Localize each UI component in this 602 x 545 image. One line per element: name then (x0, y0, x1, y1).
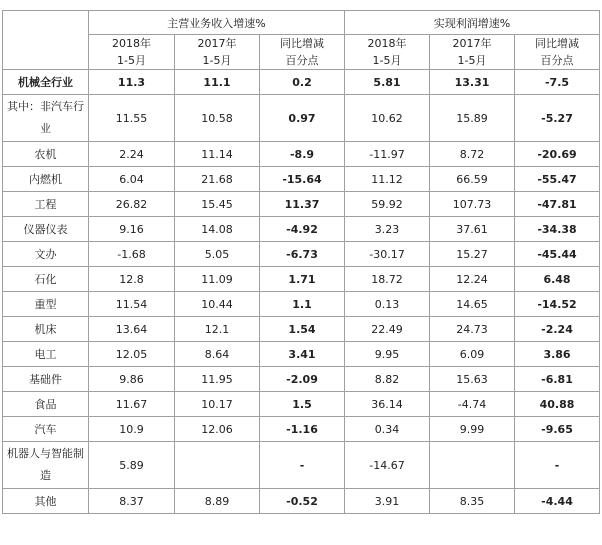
table-cell: -55.47 (515, 167, 600, 192)
table-cell: 11.09 (175, 267, 260, 292)
header-period-line2: 1-5月 (117, 54, 146, 67)
table-cell: 11.1 (175, 70, 260, 95)
table-cell: 66.59 (430, 167, 515, 192)
table-row (3, 442, 600, 489)
table-cell: 9.86 (89, 367, 175, 392)
table-cell: 15.45 (175, 192, 260, 217)
table-cell (175, 442, 260, 489)
header-period-cell (175, 35, 260, 70)
table-cell: 10.17 (175, 392, 260, 417)
table-cell: 11.67 (89, 392, 175, 417)
header-period-line1: 2018年 (367, 37, 407, 50)
table-cell: 12.8 (89, 267, 175, 292)
row-label: 机器人与智能制造 (3, 442, 89, 489)
row-label: 电工 (3, 342, 89, 367)
table-cell: -30.17 (345, 242, 430, 267)
header-period-line2: 1-5月 (372, 54, 402, 67)
header-period-cell (89, 35, 175, 70)
table-cell: 6.48 (515, 267, 600, 292)
header-group-profit: 实现利润增速% (345, 11, 600, 35)
table-cell: 3.41 (260, 342, 345, 367)
table-cell: 8.72 (430, 142, 515, 167)
table-cell: 9.16 (89, 217, 175, 242)
table-cell: 9.99 (430, 417, 515, 442)
table-cell: 10.9 (89, 417, 175, 442)
table-cell: -0.52 (260, 489, 345, 514)
header-corner-cell (3, 11, 89, 70)
row-label: 石化 (3, 267, 89, 292)
table-cell: 12.24 (430, 267, 515, 292)
table-cell: 11.12 (345, 167, 430, 192)
row-label: 内燃机 (3, 167, 89, 192)
table-cell: 21.68 (175, 167, 260, 192)
table-row (3, 392, 600, 417)
table-cell: 12.1 (175, 317, 260, 342)
table-cell: -47.81 (515, 192, 600, 217)
table-cell: 6.04 (89, 167, 175, 192)
header-period-line1: 2018年 (112, 37, 151, 50)
table-cell: 1.71 (260, 267, 345, 292)
header-period-line1: 同比增减 (280, 37, 324, 50)
table-cell: 14.08 (175, 217, 260, 242)
table-cell: 107.73 (430, 192, 515, 217)
table-cell: 5.89 (89, 442, 175, 489)
table-cell: 0.2 (260, 70, 345, 95)
table-cell: 3.91 (345, 489, 430, 514)
table-cell: -6.81 (515, 367, 600, 392)
header-period-line2: 1-5月 (202, 54, 232, 67)
header-period-line2: 百分点 (540, 54, 574, 67)
table-cell: 12.06 (175, 417, 260, 442)
row-label: 文办 (3, 242, 89, 267)
table-cell: 9.95 (345, 342, 430, 367)
header-period-line1: 2017年 (452, 37, 492, 50)
header-row-groups (3, 11, 600, 35)
table-row (3, 70, 600, 95)
table-row (3, 489, 600, 514)
row-label: 农机 (3, 142, 89, 167)
table-cell: 1.54 (260, 317, 345, 342)
table-cell: 11.55 (89, 95, 175, 142)
table-cell: 11.54 (89, 292, 175, 317)
table-cell: -7.5 (515, 70, 600, 95)
table-cell: 15.89 (430, 95, 515, 142)
row-label: 食品 (3, 392, 89, 417)
row-label: 仪器仪表 (3, 217, 89, 242)
table-cell: -2.24 (515, 317, 600, 342)
table-cell: 10.44 (175, 292, 260, 317)
table-cell: 36.14 (345, 392, 430, 417)
table-row (3, 142, 600, 167)
row-label: 汽车 (3, 417, 89, 442)
row-label: 基础件 (3, 367, 89, 392)
header-period-line1: 2017年 (197, 37, 237, 50)
table-cell: 11.37 (260, 192, 345, 217)
table-row (3, 217, 600, 242)
table-cell: 37.61 (430, 217, 515, 242)
table-cell: - (515, 442, 600, 489)
table-cell: 13.64 (89, 317, 175, 342)
table-cell: 0.13 (345, 292, 430, 317)
header-period-line2: 百分点 (285, 54, 319, 67)
row-label: 机床 (3, 317, 89, 342)
table-cell: 22.49 (345, 317, 430, 342)
table-cell: 8.35 (430, 489, 515, 514)
table-row (3, 292, 600, 317)
table-row (3, 417, 600, 442)
table-cell: 10.62 (345, 95, 430, 142)
table-cell: 11.14 (175, 142, 260, 167)
table-cell: 15.63 (430, 367, 515, 392)
table-cell: -6.73 (260, 242, 345, 267)
table-row (3, 192, 600, 217)
table-row (3, 342, 600, 367)
header-period-line1: 同比增减 (535, 37, 580, 50)
table-cell: -11.97 (345, 142, 430, 167)
table-cell: 5.05 (175, 242, 260, 267)
table-row (3, 317, 600, 342)
table-row (3, 95, 600, 142)
table-cell: 2.24 (89, 142, 175, 167)
table-cell: 11.95 (175, 367, 260, 392)
table-cell: 8.82 (345, 367, 430, 392)
table-cell: 1.1 (260, 292, 345, 317)
table-cell: 26.82 (89, 192, 175, 217)
table-cell: 0.34 (345, 417, 430, 442)
header-period-cell (260, 35, 345, 70)
header-group-revenue: 主营业务收入增速% (89, 11, 345, 35)
table-cell: 15.27 (430, 242, 515, 267)
table-cell: 0.97 (260, 95, 345, 142)
table-cell: 3.86 (515, 342, 600, 367)
table-row (3, 367, 600, 392)
table-cell: -4.92 (260, 217, 345, 242)
table-body (3, 70, 600, 514)
table-cell: 40.88 (515, 392, 600, 417)
row-label: 其中：非汽车行业 (3, 95, 89, 142)
table-cell: -14.52 (515, 292, 600, 317)
table-cell: -20.69 (515, 142, 600, 167)
row-label: 工程 (3, 192, 89, 217)
table-cell: 10.58 (175, 95, 260, 142)
table-cell: 59.92 (345, 192, 430, 217)
header-period-cell (345, 35, 430, 70)
table-cell: 6.09 (430, 342, 515, 367)
table-cell: 11.3 (89, 70, 175, 95)
table-cell: 13.31 (430, 70, 515, 95)
table-cell (430, 442, 515, 489)
table-cell: -14.67 (345, 442, 430, 489)
table-cell: 14.65 (430, 292, 515, 317)
industry-growth-table (2, 10, 600, 514)
table-cell: 1.5 (260, 392, 345, 417)
table-cell: 12.05 (89, 342, 175, 367)
table-cell: -8.9 (260, 142, 345, 167)
table-cell: 3.23 (345, 217, 430, 242)
table-cell: 8.37 (89, 489, 175, 514)
table-cell: 24.73 (430, 317, 515, 342)
table-cell: -9.65 (515, 417, 600, 442)
table-cell: - (260, 442, 345, 489)
table-row (3, 242, 600, 267)
table-cell: 5.81 (345, 70, 430, 95)
header-row-periods (3, 35, 600, 70)
table-cell: 8.64 (175, 342, 260, 367)
header-period-cell (430, 35, 515, 70)
table-row (3, 267, 600, 292)
table-cell: -5.27 (515, 95, 600, 142)
row-label: 其他 (3, 489, 89, 514)
header-period-line2: 1-5月 (457, 54, 487, 67)
row-label: 重型 (3, 292, 89, 317)
header-period-cell (515, 35, 600, 70)
table-cell: -1.16 (260, 417, 345, 442)
table-cell: -45.44 (515, 242, 600, 267)
table-cell: -1.68 (89, 242, 175, 267)
table-cell: -4.74 (430, 392, 515, 417)
table-cell: -4.44 (515, 489, 600, 514)
table-cell: 8.89 (175, 489, 260, 514)
table-row (3, 167, 600, 192)
table-cell: 18.72 (345, 267, 430, 292)
table-cell: -34.38 (515, 217, 600, 242)
table-cell: -2.09 (260, 367, 345, 392)
row-label: 机械全行业 (3, 70, 89, 95)
table-cell: -15.64 (260, 167, 345, 192)
